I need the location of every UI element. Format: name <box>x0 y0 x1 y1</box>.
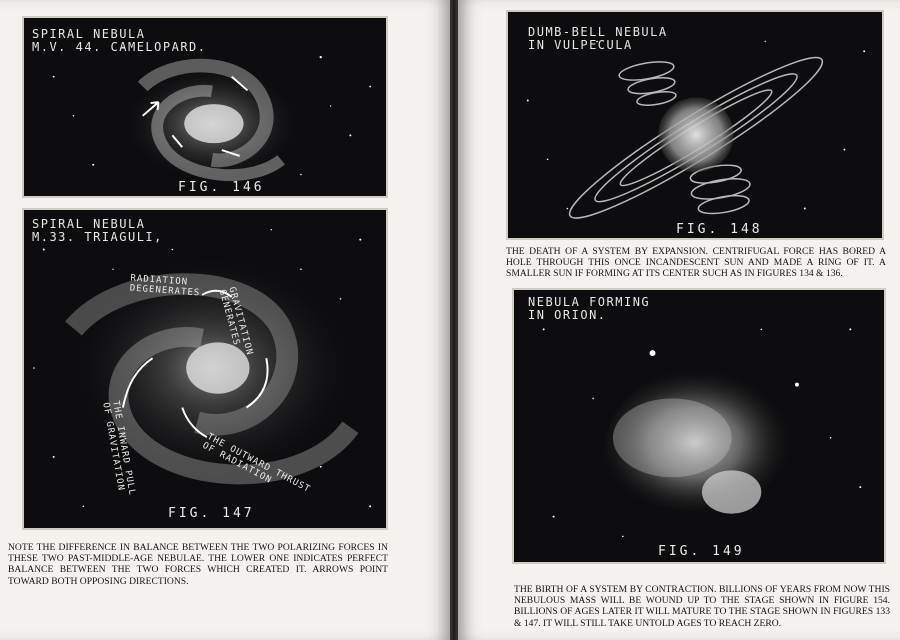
left-caption: NOTE THE DIFFERENCE IN BALANCE BETWEEN THE TWO POLARIZING FORCES IN THESE TWO PAST-MIDDLE-AGE NEBULAE. THE LOWER ONE INDICATES PERFECT BALANCE BETWEEN THE TWO FORCES WHICH CREATED IT. ARROWS POINT TOWARD BOTH OPPOSING DIRECTIONS. <box>8 542 388 587</box>
fig-148-caption: THE DEATH OF A SYSTEM BY EXPANSION. CENTRIFUGAL FORCE HAS BORED A HOLE THROUGH THIS ONCE INCANDESCENT SUN AND MADE A RING OF IT. A SMALLER SUN IF FORMING AT ITS CENTER SUCH AS IN FIGURES 134 & 136. <box>506 246 886 280</box>
book-gutter <box>450 0 458 640</box>
fig-147-title: SPIRAL NEBULA M.33. TRIAGULI, <box>32 217 163 244</box>
inward-pull-annotation: THE INWARD PULL OF GRAVITATION <box>100 400 137 497</box>
fig-148-title: DUMB-BELL NEBULA IN VULPECULA <box>528 25 668 52</box>
outward-thrust-annotation: THE OUTWARD THRUST OF RADIATION <box>200 432 313 496</box>
orion-nebula-image <box>514 290 884 562</box>
spiral-galaxy-image-2 <box>24 210 386 528</box>
fig-146-plate <box>22 16 388 198</box>
gravitation-generates-annotation: GRAVITATION GENERATES <box>216 286 255 357</box>
fig-149-caption: THE BIRTH OF A SYSTEM BY CONTRACTION. BILLIONS OF YEARS FROM NOW THIS NEBULOUS MASS WILL BE WOUND UP TO THE STAGE SHOWN IN FIGURE 154. BILLIONS OF AGES LATER IT WILL MATURE TO THE STAGE SHOWN IN FIGURES 133 & 147. IT WILL STILL TAKE UNTOLD AGES TO REACH ZERO. <box>514 584 890 629</box>
fig-149-plate <box>512 288 886 564</box>
fig-147-label: FIG. 147 <box>168 506 255 521</box>
right-page <box>458 0 900 640</box>
radiation-degenerates-annotation: RADIATION DEGENERATES <box>129 273 201 299</box>
fig-148-label: FIG. 148 <box>676 222 763 237</box>
fig-149-label: FIG. 149 <box>658 544 745 559</box>
fig-149-title: NEBULA FORMING IN ORION. <box>528 295 651 322</box>
fig-147-plate <box>22 208 388 530</box>
fig-148-plate <box>506 10 884 240</box>
fig-146-title: SPIRAL NEBULA M.V. 44. CAMELOPARD. <box>32 27 207 54</box>
fig-146-label: FIG. 146 <box>178 180 265 195</box>
